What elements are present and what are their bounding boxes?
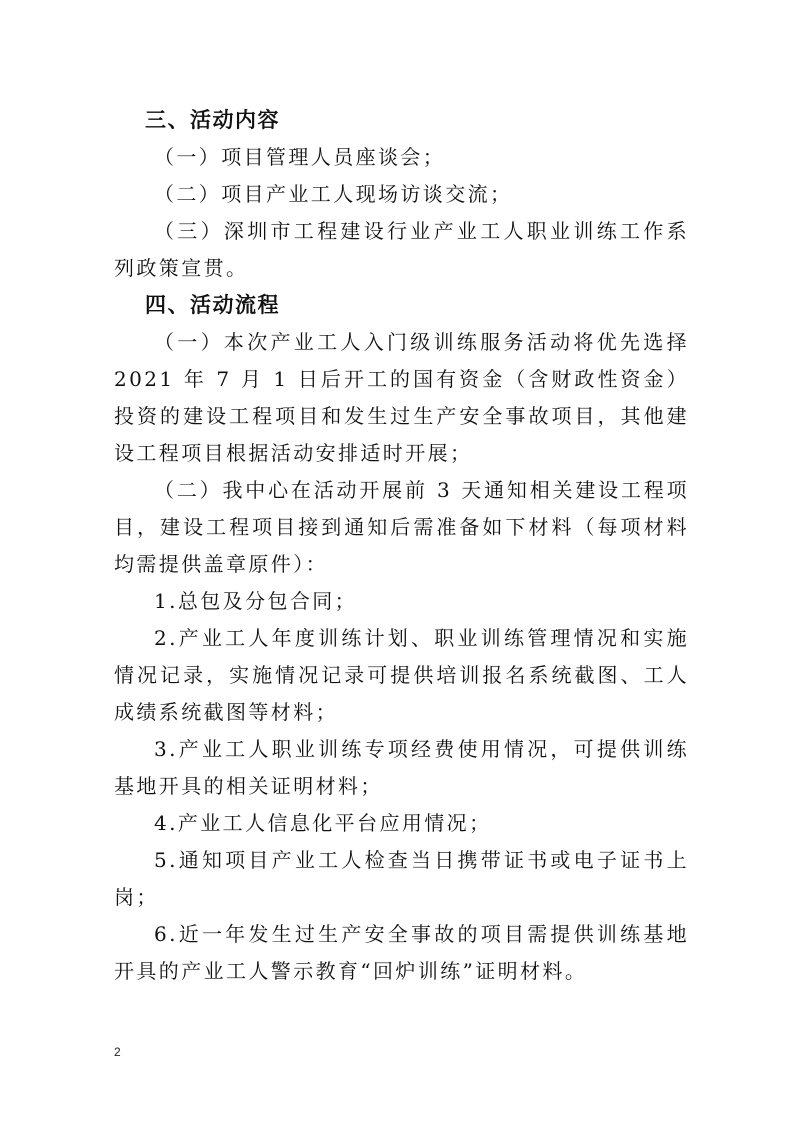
paragraph: （二）我中心在活动开展前 3 天通知相关建设工程项目，建设工程项目接到通知后需准备如下材料（每项材料均需提供盖章原件）： (114, 478, 689, 576)
paragraph: （一）本次产业工人入门级训练服务活动将优先选择 2021 年 7 月 1 日后开工的国有资金（含财政性资金）投资的建设工程项目和发生过生产安全事故项目，其他建设工程项目根据活动安排适时开展； (114, 330, 689, 465)
paragraph: 6.近一年发生过生产安全事故的项目需提供训练基地开具的产业工人警示教育“回炉训练”证明材料。 (114, 922, 689, 983)
paragraph: 5.通知项目产业工人检查当日携带证书或电子证书上岗； (114, 848, 689, 909)
paragraph: （一）项目管理人员座谈会； (154, 145, 446, 169)
paragraph: 4.产业工人信息化平台应用情况； (154, 811, 492, 835)
paragraph: 1.总包及分包合同； (154, 589, 358, 613)
paragraph: （三）深圳市工程建设行业产业工人职业训练工作系列政策宣贯。 (114, 219, 689, 280)
paragraph: （二）项目产业工人现场访谈交流； (154, 182, 513, 206)
page-number: 2 (114, 1045, 121, 1059)
section-heading: 三、活动内容 (145, 108, 280, 132)
paragraph: 2.产业工人年度训练计划、职业训练管理情况和实施情况记录，实施情况记录可提供培训报名系统截图、工人成绩系统截图等材料； (114, 626, 689, 724)
document-body (114, 102, 689, 990)
paragraph: 3.产业工人职业训练专项经费使用情况，可提供训练基地开具的相关证明材料； (114, 737, 689, 798)
section-heading: 四、活动流程 (145, 293, 280, 317)
